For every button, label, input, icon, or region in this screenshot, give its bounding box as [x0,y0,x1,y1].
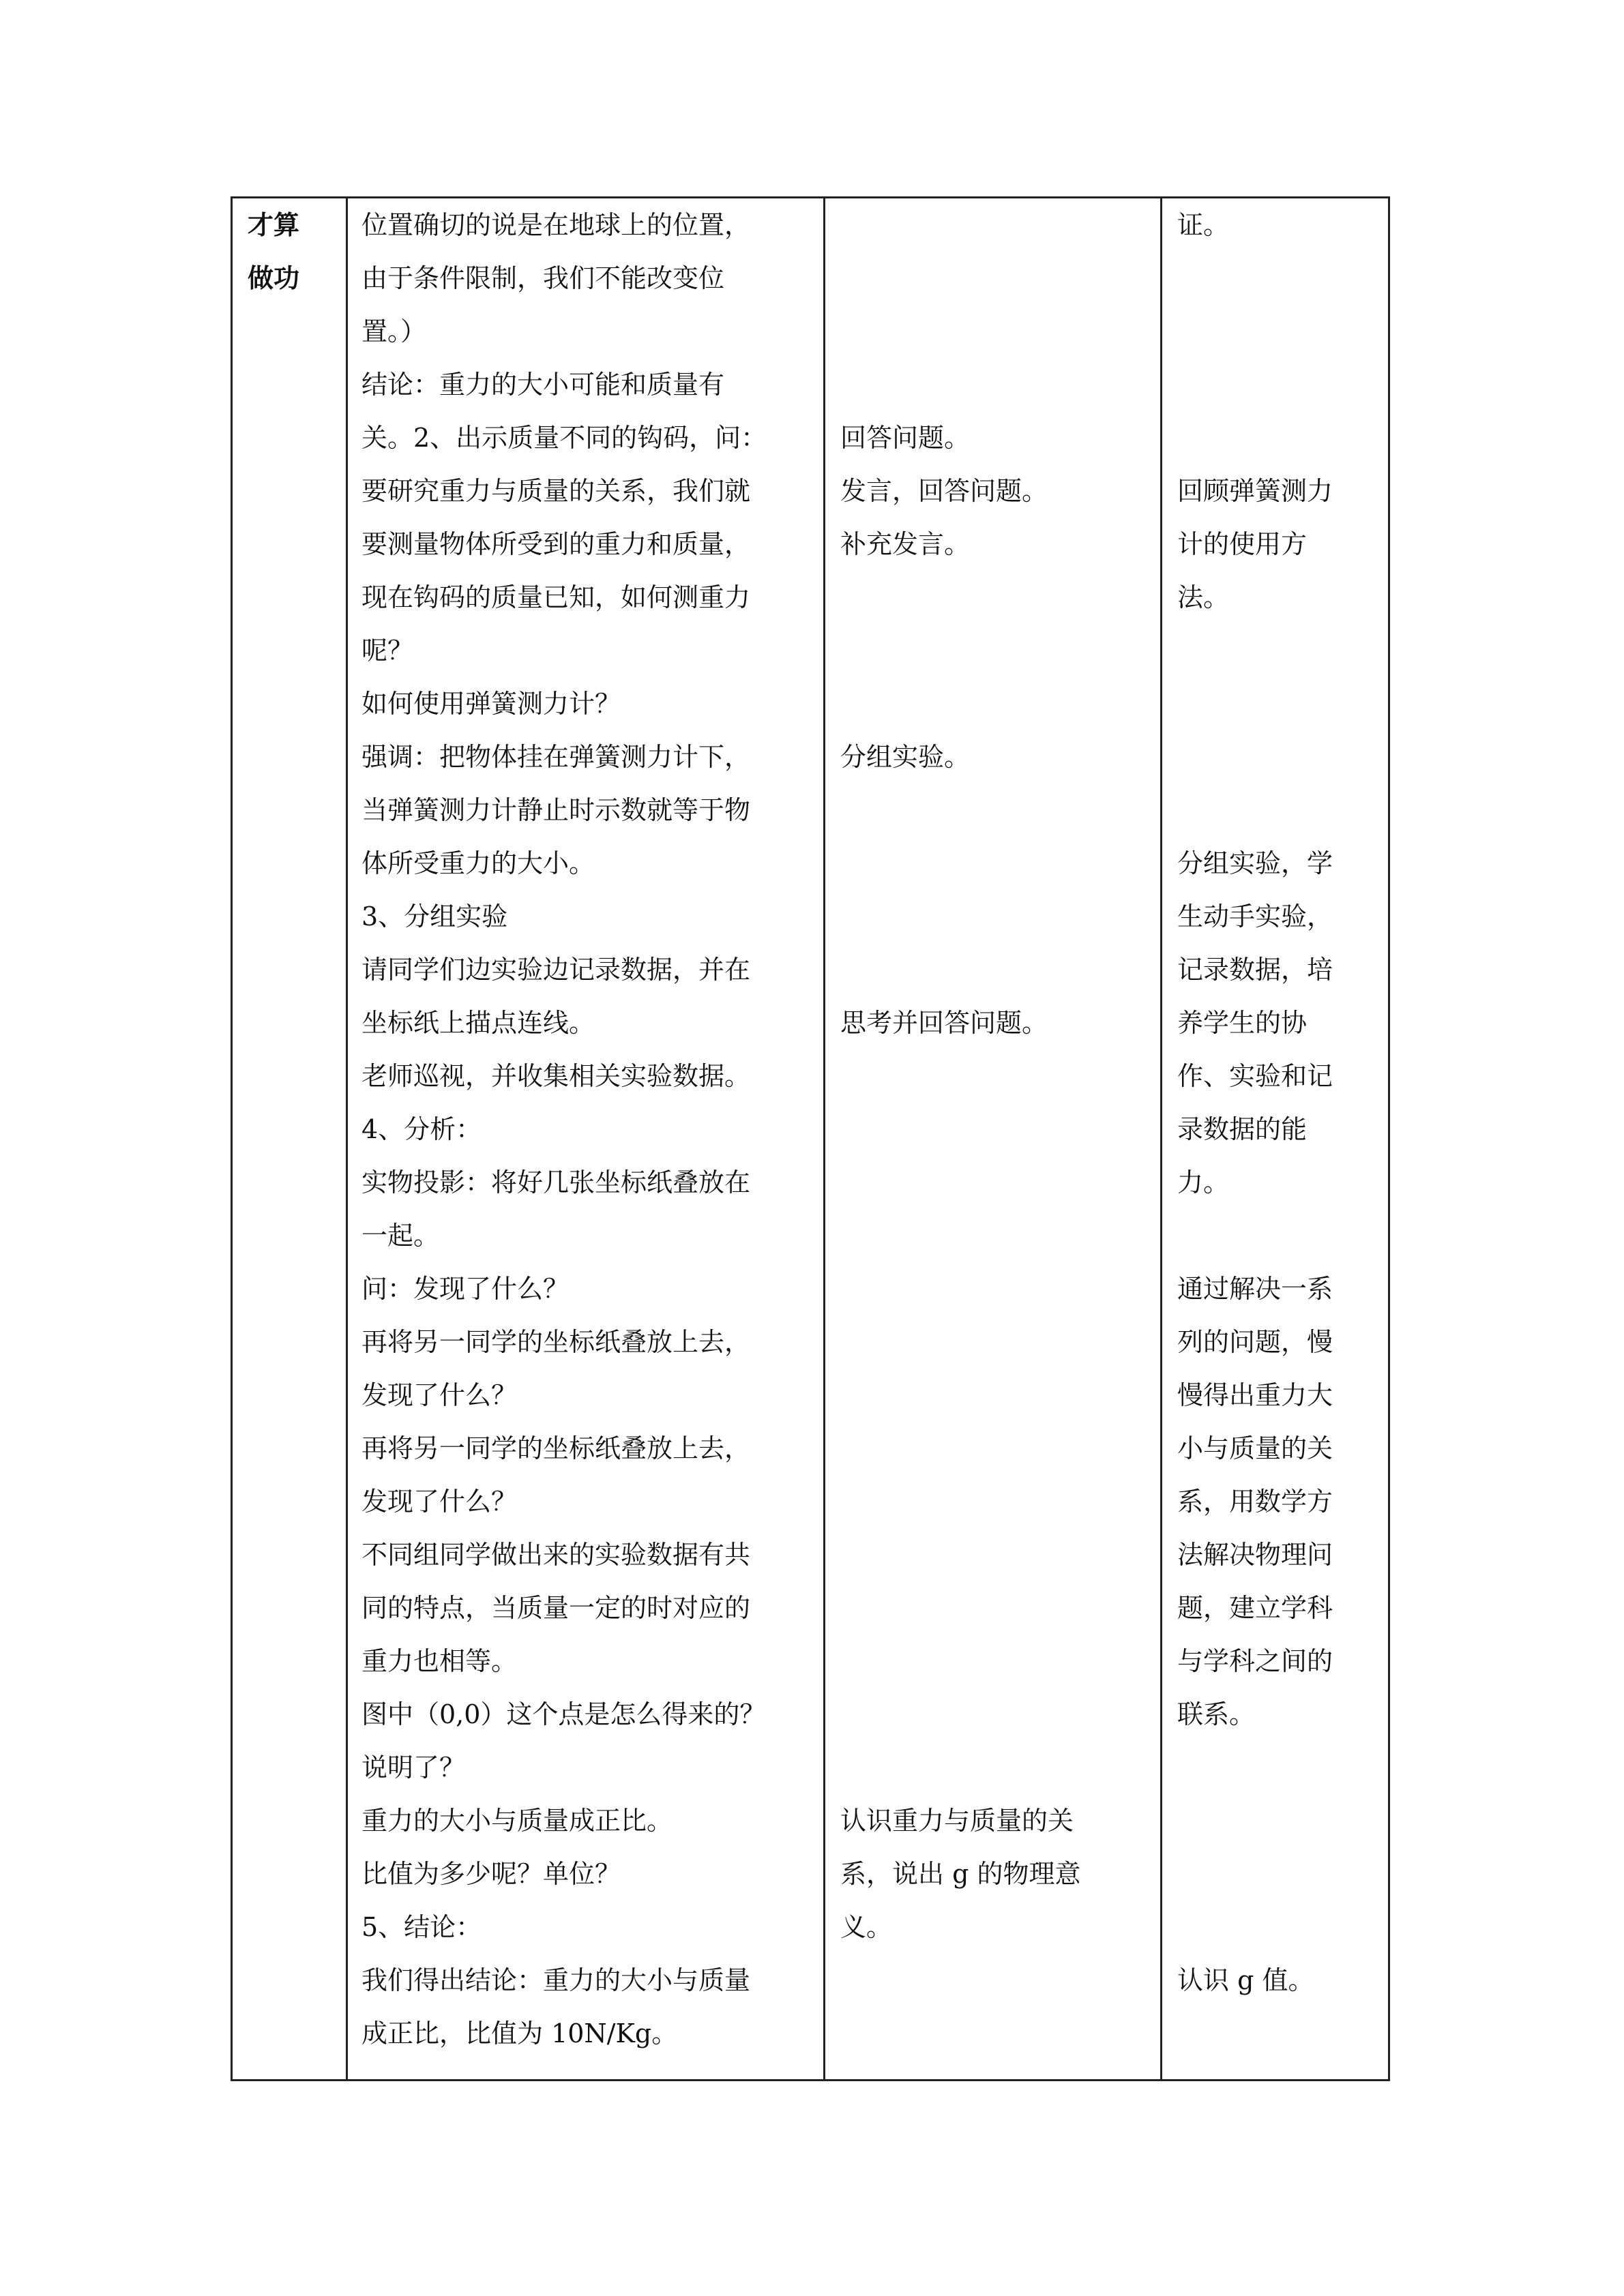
teacher-activity-line: 一起。 [361,1221,440,1251]
teacher-activity-line: 发现了什么？ [361,1380,518,1410]
teacher-activity-line: 由于条件限制，我们不能改变位 [361,263,725,293]
design-intent-column [1162,198,1390,2079]
design-intent-line: 录数据的能 [1177,1114,1308,1144]
teacher-activity-line: 问：发现了什么？ [361,1274,570,1304]
teacher-activity-line: 3、分组实验 [361,901,508,931]
design-intent-line: 分组实验，学 [1177,848,1333,878]
teacher-activity-line: 请同学们边实验边记录数据，并在 [361,955,751,985]
teacher-activity-column [348,198,823,2079]
design-intent-line: 系，用数学方 [1177,1487,1333,1517]
design-intent-line: 认识 g 值。 [1177,1965,1314,1995]
teacher-activity-line: 5、结论： [361,1912,482,1942]
teacher-activity-line: 位置确切的说是在地球上的位置， [361,210,751,240]
design-intent-line: 法。 [1177,582,1230,612]
design-intent-line: 慢得出重力大 [1177,1380,1333,1410]
design-intent-line: 计的使用方 [1177,529,1308,559]
student-activity-line: 系，说出 g 的物理意 [840,1859,1081,1889]
teacher-activity-line: 再将另一同学的坐标纸叠放上去， [361,1433,751,1463]
design-intent-line: 作、实验和记 [1177,1061,1333,1091]
teacher-activity-line: 结论：重力的大小可能和质量有 [361,370,725,400]
design-intent-line: 力。 [1177,1167,1230,1197]
teacher-activity-line: 呢？ [361,636,414,666]
teacher-activity-line: 现在钩码的质量已知，如何测重力 [361,582,751,612]
design-intent-line: 联系。 [1177,1699,1256,1729]
student-activity-line: 认识重力与质量的关 [840,1806,1074,1836]
teacher-activity-line: 置。） [361,316,427,346]
teacher-activity-line: 再将另一同学的坐标纸叠放上去， [361,1327,751,1357]
teacher-activity-line: 要研究重力与质量的关系，我们就 [361,476,751,506]
design-intent-line: 养学生的协 [1177,1008,1308,1038]
teacher-activity-line: 体所受重力的大小。 [361,848,595,878]
student-activity-line: 义。 [840,1912,893,1942]
teacher-activity-line: 如何使用弹簧测力计？ [361,689,621,719]
teacher-activity-line: 要测量物体所受到的重力和质量， [361,529,751,559]
teacher-activity-line: 发现了什么？ [361,1487,518,1517]
teacher-activity-line: 重力也相等。 [361,1646,518,1676]
design-intent-line: 通过解决一系 [1177,1274,1333,1304]
design-intent-line: 证。 [1177,210,1230,240]
student-activity-line: 补充发言。 [840,529,971,559]
student-activity-line: 回答问题。 [840,423,971,453]
teacher-activity-line: 比值为多少呢？单位？ [361,1859,621,1889]
student-activity-line: 发言，回答问题。 [840,476,1048,506]
design-intent-line: 与学科之间的 [1177,1646,1333,1676]
teacher-activity-line: 实物投影：将好几张坐标纸叠放在 [361,1167,751,1197]
design-intent-line: 法解决物理问 [1177,1540,1333,1570]
design-intent-line: 回顾弹簧测力 [1177,476,1333,506]
student-activity-line: 分组实验。 [840,742,971,772]
teacher-activity-line: 重力的大小与质量成正比。 [361,1806,673,1836]
stage-column [233,198,346,2079]
teacher-activity-line: 成正比，比值为 10N/Kg。 [361,2018,678,2048]
teacher-activity-line: 强调：把物体挂在弹簧测力计下， [361,742,751,772]
teacher-activity-line: 同的特点，当质量一定的时对应的 [361,1593,751,1623]
teacher-activity-line: 说明了？ [361,1753,466,1783]
teacher-activity-line: 老师巡视，并收集相关实验数据。 [361,1061,751,1091]
teacher-activity-line: 当弹簧测力计静止时示数就等于物 [361,795,751,825]
teacher-activity-line: 我们得出结论：重力的大小与质量 [361,1965,751,1995]
lesson-table [231,196,1390,2081]
teacher-activity-line: 坐标纸上描点连线。 [361,1008,595,1038]
design-intent-line: 记录数据，培 [1177,955,1333,985]
design-intent-line: 列的问题，慢 [1177,1327,1333,1357]
design-intent-line: 题，建立学科 [1177,1593,1333,1623]
design-intent-line: 小与质量的关 [1177,1433,1333,1463]
teacher-activity-line: 图中（0,0）这个点是怎么得来的？ [361,1699,766,1729]
stage-label-line: 才算 [248,210,300,240]
teacher-activity-line: 4、分析： [361,1114,482,1144]
design-intent-line: 生动手实验， [1177,901,1333,931]
teacher-activity-line: 关。2、出示质量不同的钩码，问： [361,423,767,453]
stage-label-line: 做功 [248,263,300,293]
teacher-activity-line: 不同组同学做出来的实验数据有共 [361,1540,751,1570]
student-activity-line: 思考并回答问题。 [840,1008,1048,1038]
student-activity-column [825,198,1160,2079]
